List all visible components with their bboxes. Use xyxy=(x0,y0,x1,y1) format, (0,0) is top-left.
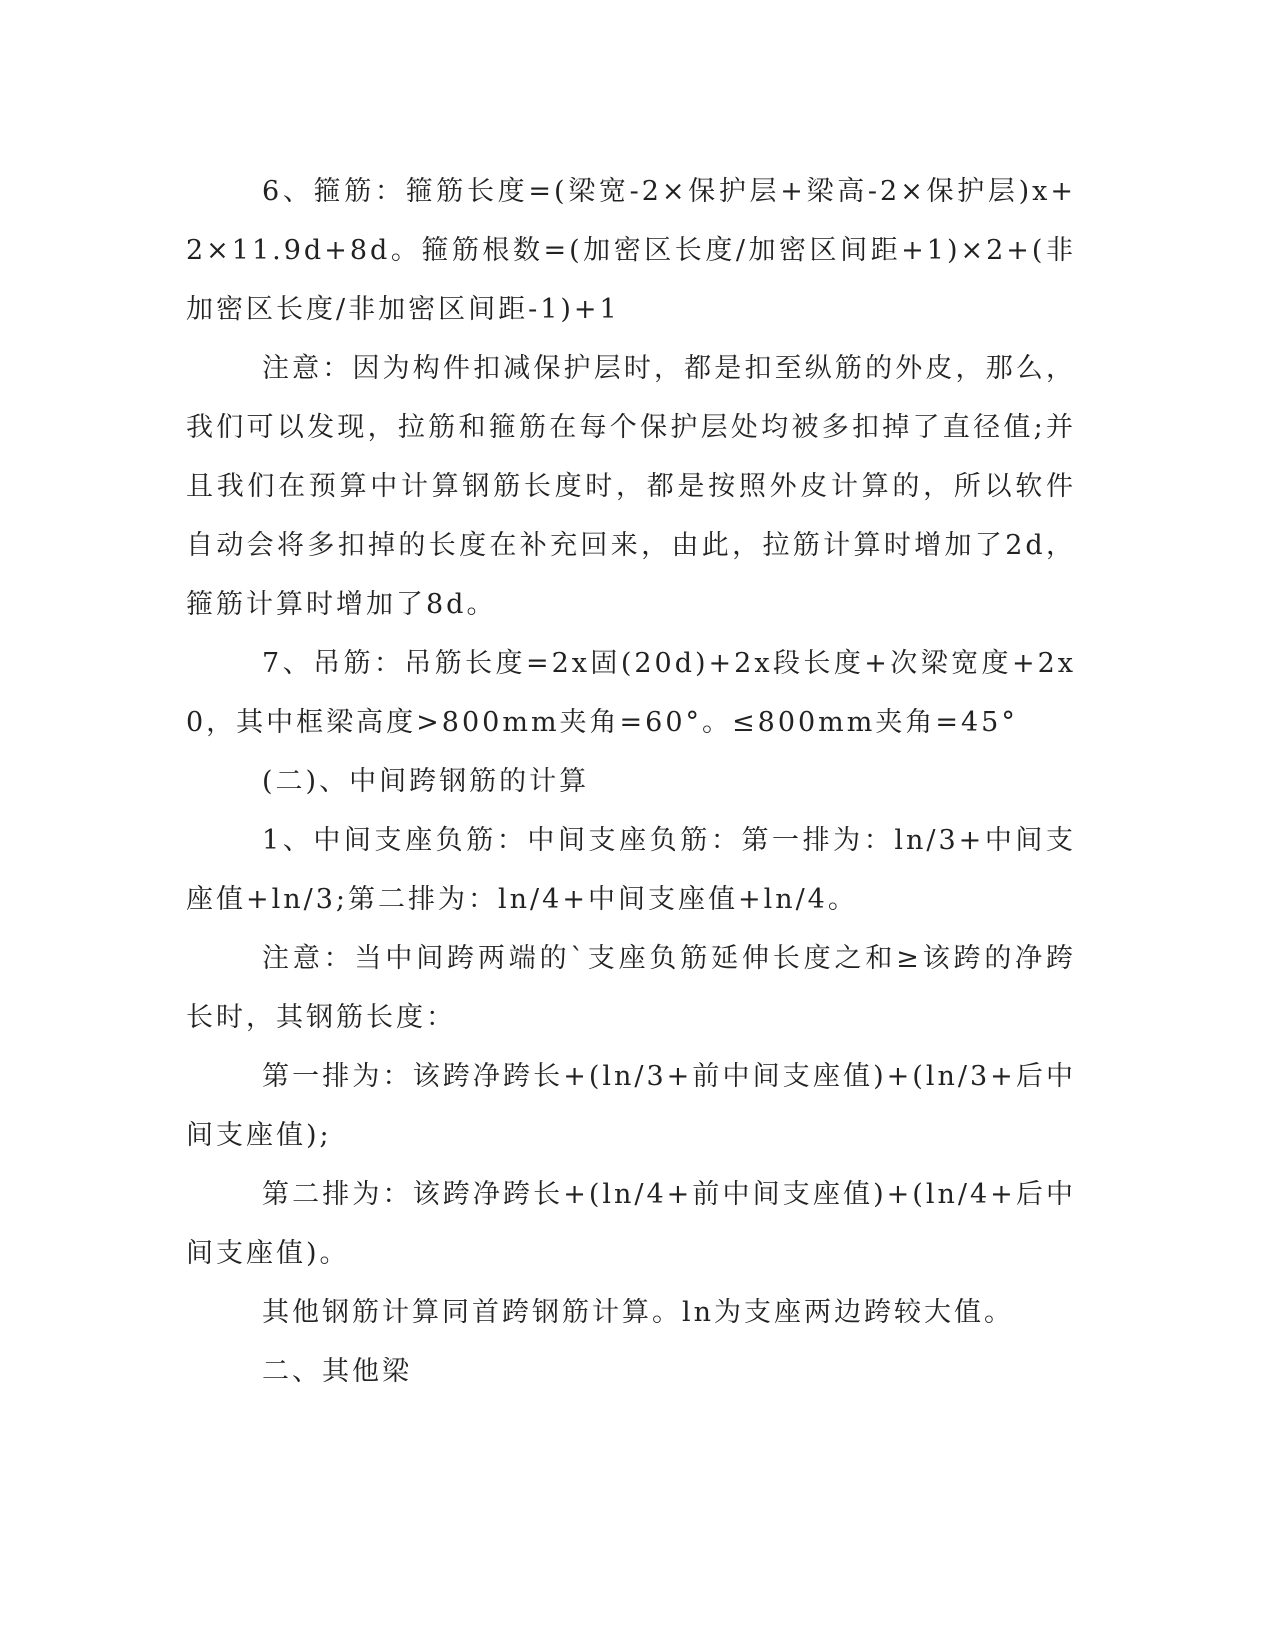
section-heading-middle-span: (二)、中间跨钢筋的计算 xyxy=(262,766,590,797)
paragraph-stirrup: 6、箍筋：箍筋长度=(梁宽-2×保护层+梁高-2×保护层)x+2×11.9d+8d。箍筋根数=(加密区长度/加密区间距+1)×2+(非加密区长度/非加密区间距-1)+1 xyxy=(186,176,1076,325)
paragraph-hanger-bar: 7、吊筋：吊筋长度=2x固(20d)+2x段长度+次梁宽度+2x0，其中框梁高度>800mm夹角=60°。≤800mm夹角=45° xyxy=(186,648,1076,738)
paragraph-note-cover: 注意：因为构件扣减保护层时，都是扣至纵筋的外皮，那么，我们可以发现，拉筋和箍筋在每个保护层处均被多扣掉了直径值;并且我们在预算中计算钢筋长度时，都是按照外皮计算的，所以软件自动会将多扣掉的长度在补充回来，由此，拉筋计算时增加了2d，箍筋计算时增加了8d。 xyxy=(186,353,1076,620)
section-heading-other-beams: 二、其他梁 xyxy=(262,1356,412,1387)
document-body xyxy=(186,162,1076,1401)
paragraph-other-bars: 其他钢筋计算同首跨钢筋计算。ln为支座两边跨较大值。 xyxy=(262,1297,1015,1328)
paragraph-first-row: 第一排为：该跨净跨长+(ln/3+前中间支座值)+(ln/3+后中间支座值); xyxy=(186,1061,1076,1151)
paragraph-second-row: 第二排为：该跨净跨长+(ln/4+前中间支座值)+(ln/4+后中间支座值)。 xyxy=(186,1179,1076,1269)
paragraph-middle-support: 1、中间支座负筋：中间支座负筋：第一排为：ln/3+中间支座值+ln/3;第二排为：ln/4+中间支座值+ln/4。 xyxy=(186,825,1076,915)
paragraph-note-extension: 注意：当中间跨两端的`支座负筋延伸长度之和≥该跨的净跨长时，其钢筋长度： xyxy=(186,943,1076,1033)
